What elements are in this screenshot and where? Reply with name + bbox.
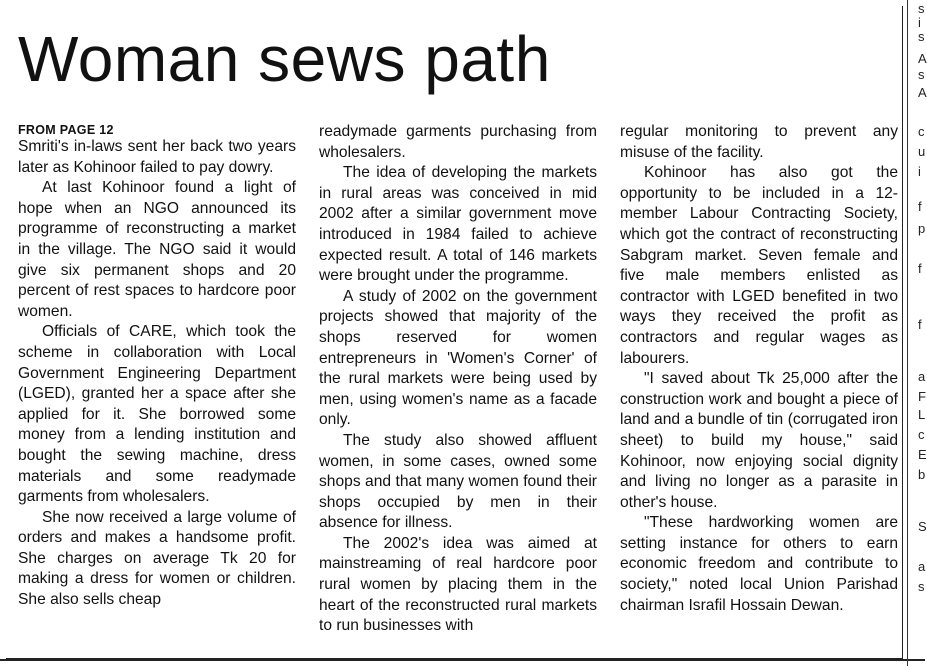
adjacent-fragment: S — [918, 519, 927, 534]
paragraph: The idea of developing the markets in rural areas was conceived in mid 2002 after a similar government move introduced in 1984 failed to achieve expected result. A total of 146 markets were brought under the programme. — [319, 164, 597, 285]
paragraph: Kohinoor has also got the opportunity to be included in a 12-member Labour Contracting Society, which got the contract of reconstructing Sabgram market. Seven female and five male members enlisted as contractor with LGED benefited in two ways they received the profit as contractors and regular wages as labourers. — [620, 164, 898, 367]
paragraph: readymade garments purchasing from wholesalers. — [319, 123, 597, 161]
paragraph: At last Kohinoor found a light of hope when an NGO announced its programme of reconstructing a market in the village. The NGO said it would give six permanent shops and 20 percent of rest spaces to hardcore poor women. — [18, 179, 296, 320]
adjacent-fragment: f — [918, 199, 922, 214]
adjacent-fragment: A — [918, 85, 927, 100]
adjacent-fragment: s — [918, 29, 925, 44]
paragraph: She now received a large volume of orders and makes a handsome profit. She charges on average Tk 20 for making a dress for women or children. She also sells cheap — [18, 508, 296, 609]
adjacent-fragment: f — [918, 261, 922, 276]
adjacent-column — [907, 0, 926, 666]
adjacent-fragment: c — [918, 124, 925, 139]
adjacent-fragment: F — [918, 389, 926, 404]
adjacent-fragment: s — [918, 67, 925, 82]
continuation-kicker: FROM PAGE 12 — [18, 123, 114, 137]
paragraph: regular monitoring to prevent any misuse of the facility. — [620, 123, 898, 161]
paragraph: Officials of CARE, which took the scheme in collaboration with Local Government Engineering Department (LGED), granted her a space after she applied for it. She borrowed some money from a lending institution and bought the sewing machine, dress materials and some readymade garments from wholesalers. — [18, 323, 296, 506]
bottom-rule — [0, 659, 925, 661]
headline: Woman sews path — [18, 23, 551, 95]
adjacent-fragment: p — [918, 221, 926, 236]
adjacent-fragment: f — [918, 317, 922, 332]
adjacent-fragment: s — [918, 1, 925, 16]
adjacent-fragment: i — [918, 15, 921, 30]
paragraph: Smriti's in-laws sent her back two years later as Kohinoor failed to pay dowry. — [18, 138, 296, 176]
paragraph: The 2002's idea was aimed at mainstreaming of real hardcore poor rural women by placing them in the heart of the reconstructed rural markets to run businesses with — [319, 534, 597, 635]
article-column-3 — [620, 122, 898, 616]
adjacent-fragment: c — [918, 427, 925, 442]
adjacent-fragment: L — [918, 407, 926, 422]
paragraph: "These hardworking women are setting instance for others to earn economic freedom and contribute to society," noted local Union Parishad chairman Israfil Hossain Dewan. — [620, 514, 898, 614]
adjacent-fragment: A — [918, 51, 927, 66]
adjacent-fragment: u — [918, 144, 926, 159]
article-column-2 — [319, 122, 597, 637]
paragraph: "I saved about Tk 25,000 after the construction work and bought a piece of land and a bundle of tin (corrugated iron sheet) to build my house," said Kohinoor, now enjoying social dignity and living no longer as a parasite in other's house. — [620, 370, 898, 511]
adjacent-fragment: E — [918, 447, 927, 462]
paragraph: A study of 2002 on the government projects showed that majority of the shops reserved for women entrepreneurs in 'Women's Corner' of the rural markets were being used by men, using women's name as a facade only. — [319, 287, 597, 429]
adjacent-fragment: i — [918, 164, 921, 179]
adjacent-fragment: a — [918, 559, 926, 574]
article-column-1 — [18, 122, 296, 611]
paragraph: The study also showed affluent women, in some cases, owned some shops and that many women found their shops occupied by men in their absence for illness. — [319, 431, 597, 532]
adjacent-fragment: b — [918, 467, 926, 482]
adjacent-fragment: a — [918, 369, 926, 384]
adjacent-fragment: s — [918, 579, 925, 594]
